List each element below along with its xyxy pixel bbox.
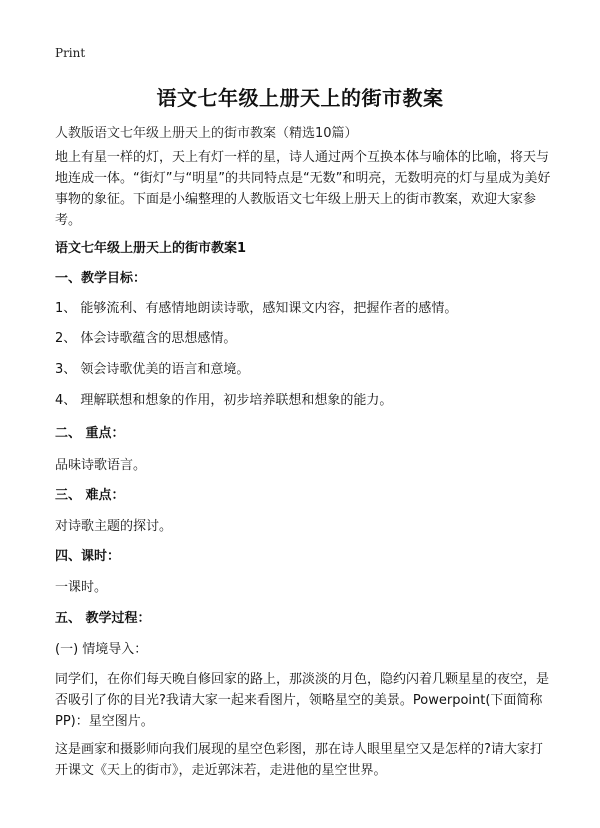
goal-item: 1、 能够流利、有感情地朗读诗歌，感知课文内容，把握作者的感情。 [55,301,458,316]
heading-process: 五、 教学过程： [55,611,151,626]
heading-difficult: 三、 难点： [55,488,125,503]
section-heading: 语文七年级上册天上的街市教案1 [55,241,247,256]
goal-item: 3、 领会诗歌优美的语言和意境。 [55,362,250,377]
key-text: 品味诗歌语言。 [55,458,147,473]
heading-hours: 四、课时： [55,549,121,564]
intro-paragraph: 地上有星一样的灯，天上有灯一样的星，诗人通过两个互换本体与喻体的比喻，将天与地连成一体。“街灯”与“明星”的共同特点是“无数”和明亮，无数明亮的灯与星成为美好事物的象征。下面是小编整理的人教版语文七年级上册天上的街市教案，欢迎大家参考。 [55,150,551,228]
process-paragraph-2: 这是画家和摄影师向我们展现的星空色彩图，那在诗人眼里星空又是怎样的?请大家打开课文《天上的街市》，走近郭沫若，走进他的星空世界。 [55,742,543,778]
document-subtitle: 人教版语文七年级上册天上的街市教案（精选10篇） [55,126,358,141]
print-link[interactable]: Print [55,46,86,60]
heading-goals: 一、教学目标： [55,271,147,286]
difficult-text: 对诗歌主题的探讨。 [55,519,173,534]
heading-key: 二、 重点： [55,426,125,441]
document-title: 语文七年级上册天上的街市教案 [156,86,444,110]
process-subheading: (一) 情境导入： [55,642,148,657]
goal-item: 2、 体会诗歌蕴含的思想感情。 [55,331,237,346]
hours-text: 一课时。 [55,580,108,595]
process-paragraph-1: 同学们，在你们每天晚自修回家的路上，那淡淡的月色，隐约闪着几颗星星的夜空，是否吸引了你的目光?我请大家一起来看图片，领略星空的美景。Powerpoint(下面简称PP)：星空图片。 [55,672,550,729]
goal-item: 4、 理解联想和想象的作用，初步培养联想和想象的能力。 [55,393,393,408]
